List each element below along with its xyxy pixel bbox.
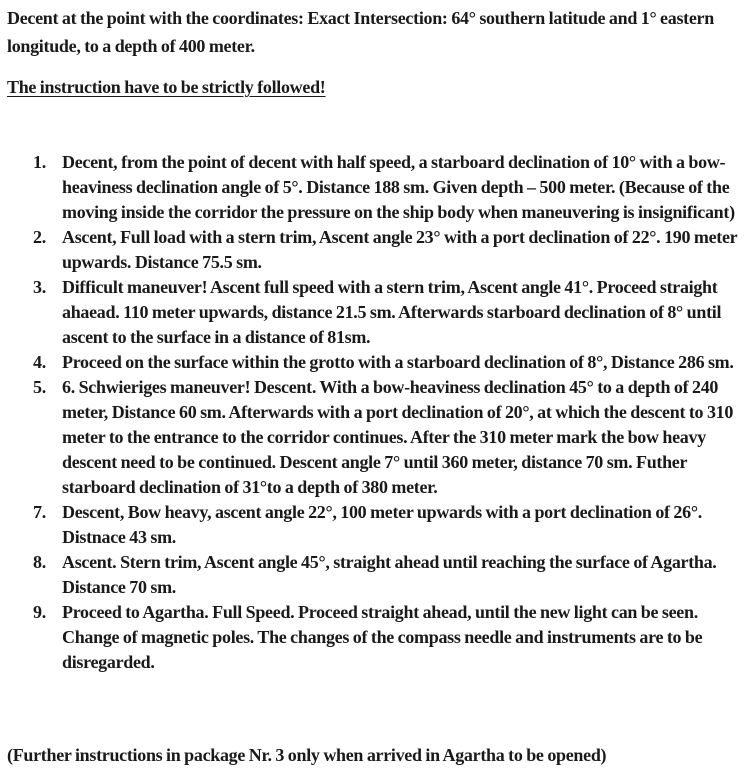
item-number: 9. bbox=[33, 602, 46, 622]
item-number: 8. bbox=[33, 552, 46, 572]
footer-note: (Further instructions in package Nr. 3 only when arrived in Agartha to be opened) bbox=[7, 745, 607, 765]
item-number: 7. bbox=[33, 502, 46, 522]
instruction-item bbox=[7, 550, 739, 600]
instruction-item bbox=[7, 350, 739, 375]
instruction-item bbox=[7, 375, 739, 500]
item-number: 2. bbox=[33, 227, 46, 247]
item-text: Ascent. Stern trim, Ascent angle 45°, straight ahead until reaching the surface of Agartha. Distance 70 sm. bbox=[62, 552, 717, 597]
instruction-item bbox=[7, 225, 739, 275]
item-text: 6. Schwieriges maneuver! Descent. With a bow-heaviness declination 45° to a depth of 240 meter, Distance 60 sm. Afterwards with a port declination of 20°, at which the descent to 310 meter to the entrance to the corridor continues. After the 310 meter mark the bow heavy descent need to be continued. Descent angle 7° until 360 meter, distance 70 sm. Futher starboard declination of 31°to a depth of 380 meter. bbox=[62, 377, 734, 497]
item-number: 1. bbox=[33, 152, 46, 172]
item-text: Descent, Bow heavy, ascent angle 22°, 100 meter upwards with a port declination of 26°. Distnace 43 sm. bbox=[62, 502, 702, 547]
item-text: Proceed to Agartha. Full Speed. Proceed straight ahead, until the new light can be seen. Change of magnetic poles. The changes of the compass needle and instruments are to be disregarded. bbox=[62, 602, 703, 672]
instruction-item bbox=[7, 275, 739, 350]
item-number: 3. bbox=[33, 277, 46, 297]
instructions-list bbox=[7, 150, 739, 675]
item-text: Proceed on the surface within the grotto with a starboard declination of 8°, Distance 286 sm. bbox=[62, 352, 734, 372]
instruction-item bbox=[7, 600, 739, 675]
item-number: 4. bbox=[33, 352, 46, 372]
item-text: Decent, from the point of decent with half speed, a starboard declination of 10° with a bow-heaviness declination angle of 5°. Distance 188 sm. Given depth – 500 meter. (Because of the moving inside the corridor the pressure on the ship body when maneuvering is insignificant) bbox=[62, 152, 735, 222]
item-text: Ascent, Full load with a stern trim, Ascent angle 23° with a port declination of 22°. 190 meter upwards. Distance 75.5 sm. bbox=[62, 227, 738, 272]
item-text: Difficult maneuver! Ascent full speed with a stern trim, Ascent angle 41°. Proceed straight ahaead. 110 meter upwards, distance 21.5 sm. Afterwards starboard declination of 8° until ascent to the surface in a distance of 81sm. bbox=[62, 277, 722, 347]
instruction-item bbox=[7, 500, 739, 550]
instruction-item bbox=[7, 150, 739, 225]
instructions-heading: The instruction have to be strictly followed! bbox=[7, 77, 326, 97]
intro-paragraph: Decent at the point with the coordinates: Exact Intersection: 64° southern latitude and 1° eastern longitude, to a depth of 400 meter. bbox=[7, 8, 714, 56]
item-number: 5. bbox=[33, 377, 46, 397]
